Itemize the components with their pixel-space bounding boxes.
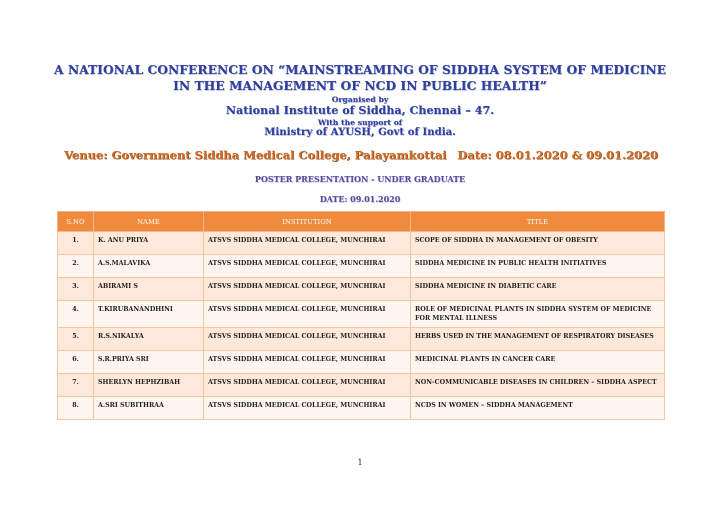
conference-title-line-2: IN THE MANAGEMENT OF NCD IN PUBLIC HEALTH” <box>173 79 547 93</box>
table-row <box>58 351 665 374</box>
section-date: DATE: 09.01.2020 <box>319 194 401 204</box>
cell-institution: ATSVS SIDDHA MEDICAL COLLEGE, MUNCHIRAI <box>204 278 411 301</box>
cell-institution: ATSVS SIDDHA MEDICAL COLLEGE, MUNCHIRAI <box>204 232 411 255</box>
cell-sno: 6. <box>58 351 94 374</box>
cell-institution: ATSVS SIDDHA MEDICAL COLLEGE, MUNCHIRAI <box>204 301 411 328</box>
conference-date-text: Date: 08.01.2020 & 09.01.2020 <box>457 148 658 162</box>
table-row <box>58 328 665 351</box>
presenters-table <box>57 211 665 420</box>
table-row <box>58 301 665 328</box>
table-row <box>58 374 665 397</box>
cell-institution: ATSVS SIDDHA MEDICAL COLLEGE, MUNCHIRAI <box>204 374 411 397</box>
venue-text: Venue: Government Siddha Medical College, Palayamkottai <box>64 148 447 162</box>
cell-title: SCOPE OF SIDDHA IN MANAGEMENT OF OBESITY <box>411 232 665 255</box>
supporting-ministry: Ministry of AYUSH, Govt of India. <box>264 127 456 138</box>
cell-sno: 2. <box>58 255 94 278</box>
cell-title: HERBS USED IN THE MANAGEMENT OF RESPIRATORY DISEASES <box>411 328 665 351</box>
page-number: 1 <box>357 458 363 467</box>
cell-name: R.S.NIKALYA <box>94 328 204 351</box>
table-row <box>58 232 665 255</box>
table-header-row <box>58 212 665 232</box>
cell-sno: 5. <box>58 328 94 351</box>
venue-date-row <box>64 148 658 166</box>
header-institution: INSTITUTION <box>204 212 411 232</box>
cell-sno: 1. <box>58 232 94 255</box>
conference-title-line-1: A NATIONAL CONFERENCE ON “MAINSTREAMING OF SIDDHA SYSTEM OF MEDICINE <box>53 63 667 77</box>
cell-institution: ATSVS SIDDHA MEDICAL COLLEGE, MUNCHIRAI <box>204 255 411 278</box>
cell-title: SIDDHA MEDICINE IN DIABETIC CARE <box>411 278 665 301</box>
header-title: TITLE <box>411 212 665 232</box>
table-row <box>58 397 665 420</box>
cell-name: ABIRAMI S <box>94 278 204 301</box>
cell-title: MEDICINAL PLANTS IN CANCER CARE <box>411 351 665 374</box>
cell-name: S.R.PRIYA SRI <box>94 351 204 374</box>
cell-title: NON-COMMUNICABLE DISEASES IN CHILDREN – SIDDHA ASPECT <box>411 374 665 397</box>
table-row <box>58 278 665 301</box>
cell-sno: 4. <box>58 301 94 328</box>
cell-name: SHERLYN HEPHZIBAH <box>94 374 204 397</box>
cell-name: A.SRI SUBITHRAA <box>94 397 204 420</box>
cell-institution: ATSVS SIDDHA MEDICAL COLLEGE, MUNCHIRAI <box>204 328 411 351</box>
cell-name: K. ANU PRIYA <box>94 232 204 255</box>
cell-institution: ATSVS SIDDHA MEDICAL COLLEGE, MUNCHIRAI <box>204 351 411 374</box>
cell-sno: 3. <box>58 278 94 301</box>
cell-sno: 8. <box>58 397 94 420</box>
organised-by-label: Organised by <box>331 95 389 104</box>
support-label: With the support of <box>317 118 403 127</box>
header-name: NAME <box>94 212 204 232</box>
header-sno: S.NO <box>58 212 94 232</box>
cell-title: ROLE OF MEDICINAL PLANTS IN SIDDHA SYSTEM OF MEDICINE FOR MENTAL ILLNESS <box>411 301 665 328</box>
cell-name: A.S.MALAVIKA <box>94 255 204 278</box>
cell-title: SIDDHA MEDICINE IN PUBLIC HEALTH INITIATIVES <box>411 255 665 278</box>
cell-title: NCDS IN WOMEN – SIDDHA MANAGEMENT <box>411 397 665 420</box>
section-title: POSTER PRESENTATION - UNDER GRADUATE <box>254 174 466 184</box>
cell-name: T.KIRUBANANDHINI <box>94 301 204 328</box>
table-row <box>58 255 665 278</box>
organiser-institute: National Institute of Siddha, Chennai – 47. <box>225 104 495 117</box>
cell-institution: ATSVS SIDDHA MEDICAL COLLEGE, MUNCHIRAI <box>204 397 411 420</box>
cell-sno: 7. <box>58 374 94 397</box>
